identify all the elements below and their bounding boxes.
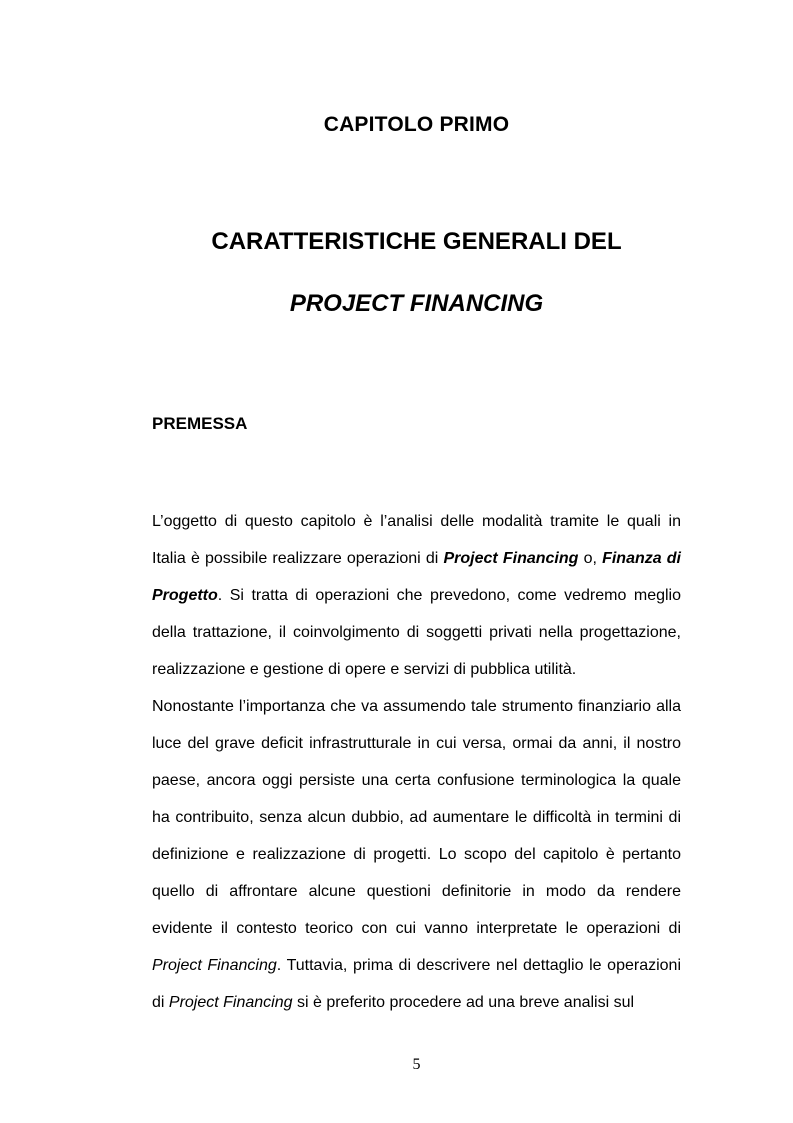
chapter-subtitle: PROJECT FINANCING <box>289 290 544 317</box>
paragraph-1-emphasis-project-financing: Project Financing <box>443 550 579 567</box>
paragraph-1 <box>152 503 681 688</box>
body-text <box>152 503 681 1021</box>
paragraph-2 <box>152 688 681 1021</box>
paragraph-1-emphasis-finanza-di-progetto: Finanza di Progetto <box>152 550 682 604</box>
chapter-title: CARATTERISTICHE GENERALI DEL <box>211 228 622 255</box>
paragraph-2-text-b: . Tuttavia, prima di descrivere nel dettaglio le operazioni di <box>152 957 682 1011</box>
section-heading: PREMESSA <box>152 414 248 433</box>
paragraph-2-emphasis-1: Project Financing <box>152 957 277 974</box>
paragraph-1-text-b: o, <box>578 550 603 567</box>
paragraph-2-emphasis-2: Project Financing <box>168 994 293 1011</box>
paragraph-2-text-c: si è preferito procedere ad una breve analisi sul <box>292 994 635 1011</box>
paragraph-1-text-a: L’oggetto di questo capitolo è l’analisi delle modalità tramite le quali in Italia è possibile realizzare operazioni di <box>152 513 681 567</box>
paragraph-1-text-c: . Si tratta di operazioni che prevedono, come vedremo meglio della trattazione, il coinvolgimento di soggetti privati nella progettazione, realizzazione e gestione di opere e servizi di pubblica utilità. <box>152 587 681 678</box>
chapter-label: CAPITOLO PRIMO <box>323 113 510 136</box>
page-number: 5 <box>412 1056 421 1073</box>
paragraph-2-text-a: Nonostante l’importanza che va assumendo tale strumento finanziario alla luce del grave deficit infrastrutturale in cui versa, ormai da anni, il nostro paese, ancora oggi persiste una certa confusione terminologica la quale ha contribuito, senza alcun dubbio, ad aumentare le difficoltà in termini di definizione e realizzazione di progetti. Lo scopo del capitolo è pertanto quello di affrontare alcune questioni definitorie in modo da rendere evidente il contesto teorico con cui vanno interpretate le operazioni di <box>152 698 681 937</box>
